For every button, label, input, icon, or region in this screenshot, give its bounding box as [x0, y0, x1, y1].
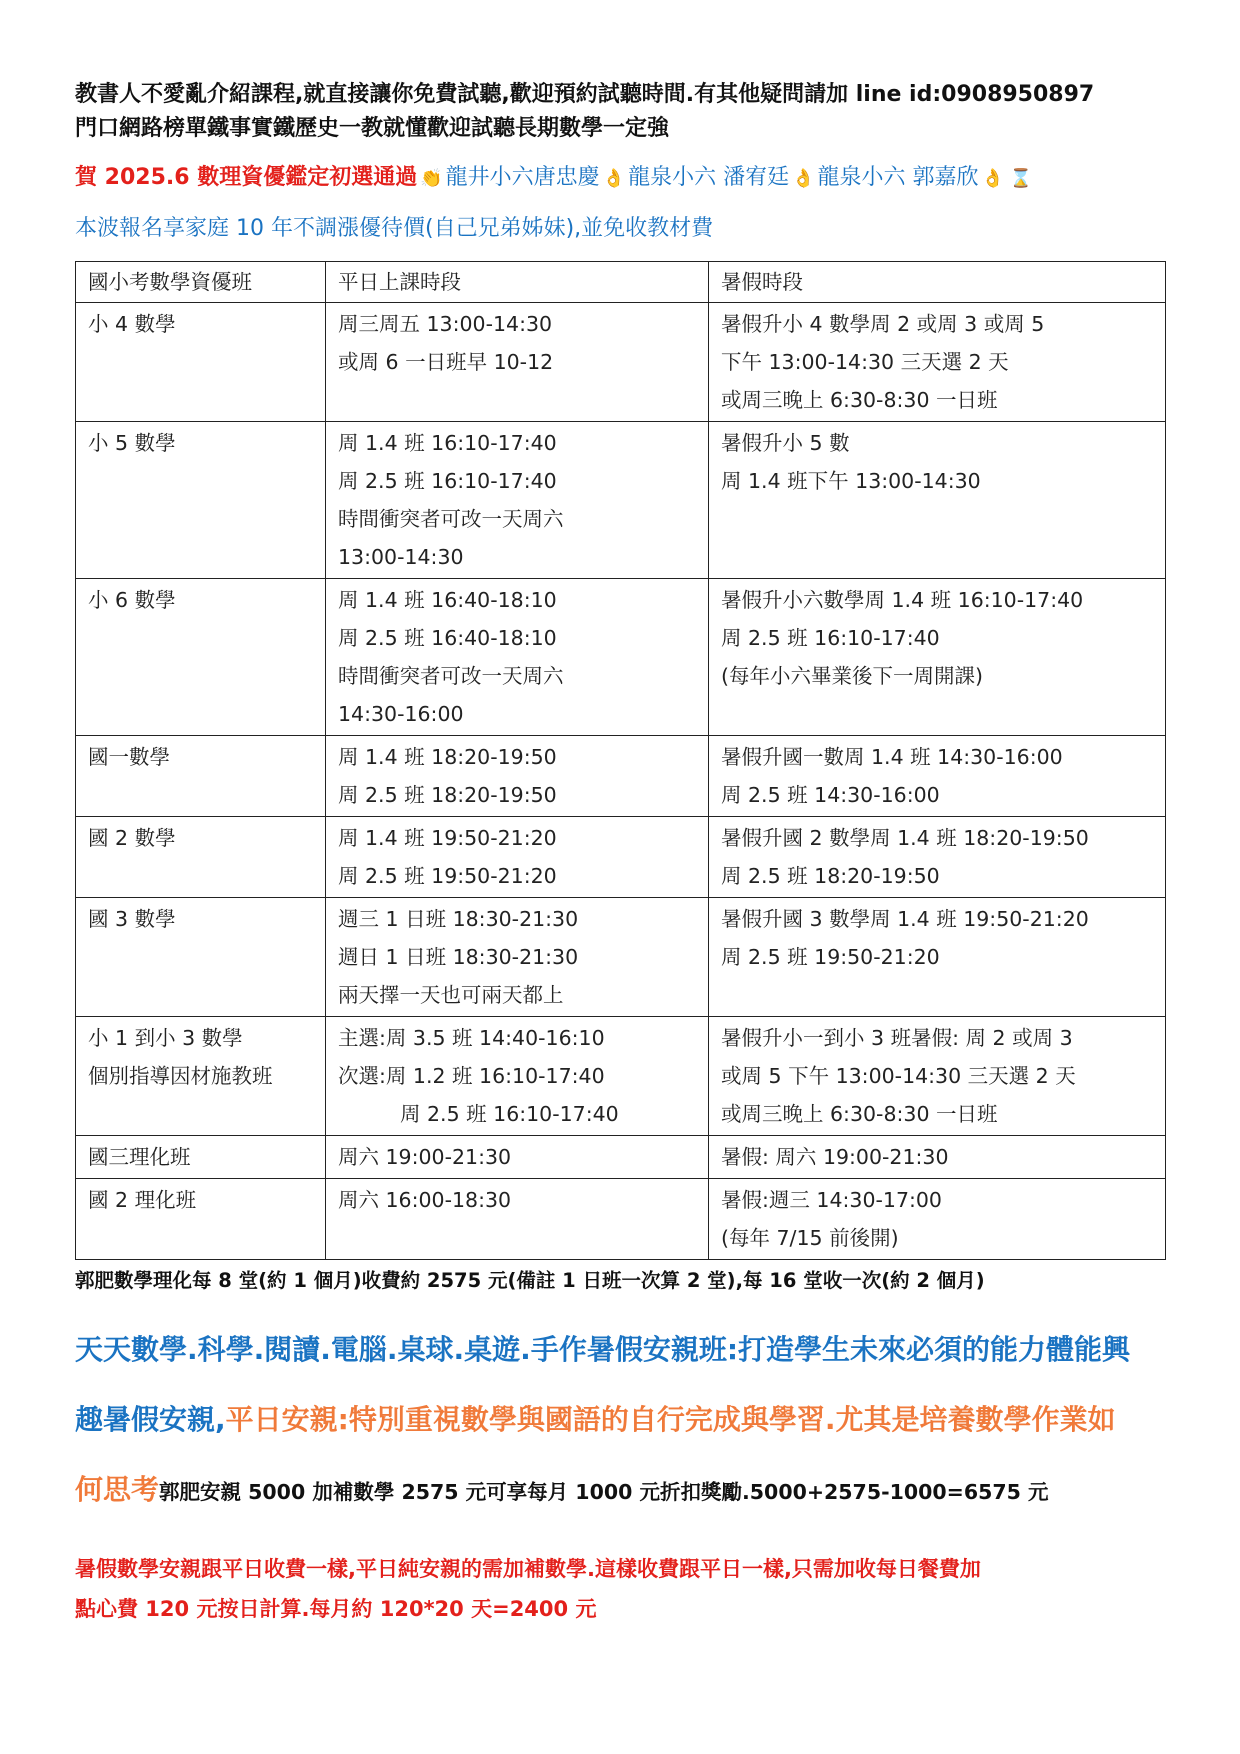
cell-line: 周 1.4 班 19:50-21:20: [338, 826, 557, 850]
course-cell: [76, 1136, 326, 1179]
weekday-time-cell: [326, 1179, 709, 1260]
cell-line: 下午 13:00-14:30 三天選 2 天: [721, 350, 1009, 374]
weekday-time-cell: [326, 736, 709, 817]
cell-line: 或周三晚上 6:30-8:30 一日班: [721, 388, 998, 412]
offer-line: 本波報名享家庭 10 年不調漲優待價(自己兄弟姊妹),並免收教材費: [75, 216, 714, 241]
cell-line: 暑假升小一到小 3 班暑假: 周 2 或周 3: [721, 1026, 1073, 1050]
column-header: 平日上課時段: [326, 262, 709, 303]
summer-note-line-2: 點心費 120 元按日計算.每月約 120*20 天=2400 元: [75, 1597, 597, 1621]
weekday-time-cell: [326, 422, 709, 579]
hourglass-icon: ⌛: [1009, 168, 1033, 189]
cell-line: 小 5 數學: [88, 431, 176, 455]
fee-note: 郭肥數學理化每 8 堂(約 1 個月)收費約 2575 元(備註 1 日班一次算 2 堂),每 16 堂收一次(約 2 個月): [75, 1269, 985, 1292]
cell-line: 周 1.4 班 18:20-19:50: [338, 745, 557, 769]
congrats-prefix: 賀 2025.6 數理資優鑑定初選通過: [75, 165, 418, 190]
cell-line: 周 1.4 班下午 13:00-14:30: [721, 469, 981, 493]
cell-line: 周 2.5 班 16:10-17:40: [721, 626, 940, 650]
daycare-summer-tail: 趣暑假安親,: [75, 1403, 226, 1436]
schedule-table: [75, 261, 1166, 1260]
cell-line: 或周 6 一日班早 10-12: [338, 350, 554, 374]
weekday-time-cell: [326, 1017, 709, 1136]
daycare-line-1: 天天數學.科學.閱讀.電腦.桌球.桌遊.手作暑假安親班:打造學生未來必須的能力體能興: [75, 1333, 1131, 1366]
cell-line: 13:00-14:30: [338, 545, 464, 569]
summer-note-line-1: 暑假數學安親跟平日收費一樣,平日純安親的需加補數學.這樣收費跟平日一樣,只需加收每日餐費加: [75, 1557, 981, 1581]
cell-line: 暑假: 周六 19:00-21:30: [721, 1145, 949, 1169]
table-row: [76, 303, 1166, 422]
cell-line: 暑假:週三 14:30-17:00: [721, 1188, 942, 1212]
cell-line: 周 2.5 班 16:10-17:40: [400, 1102, 619, 1126]
cell-line: 14:30-16:00: [338, 702, 464, 726]
table-row: [76, 1179, 1166, 1260]
weekday-time-cell: [326, 579, 709, 736]
course-cell: [76, 817, 326, 898]
cell-line: 小 1 到小 3 數學: [88, 1026, 243, 1050]
weekday-time-cell: [326, 817, 709, 898]
summer-note: [75, 1549, 1170, 1629]
course-cell: [76, 1179, 326, 1260]
cell-line: 小 6 數學: [88, 588, 176, 612]
daycare-price-note: 郭肥安親 5000 加補數學 2575 元可享每月 1000 元折扣獎勵.5000+2575-1000=6575 元: [159, 1480, 1049, 1504]
cell-line: 兩天擇一天也可兩天都上: [338, 983, 564, 1007]
summer-time-cell: [709, 303, 1166, 422]
table-row: [76, 422, 1166, 579]
daycare-line-2: [75, 1385, 1170, 1455]
cell-line: 國 2 數學: [88, 826, 176, 850]
clapping-hands-icon: 👏: [420, 168, 443, 189]
table-header-row: [76, 262, 1166, 303]
cell-line: 國 2 理化班: [88, 1188, 197, 1212]
table-row: [76, 736, 1166, 817]
ok-hand-icon: 👌: [602, 168, 626, 189]
intro-line-2: 門口網路榜單鐵事實鐵歷史一教就懂歡迎試聽長期數學一定強: [75, 116, 670, 141]
daycare-weekday-tail: 何思考: [75, 1473, 160, 1506]
summer-time-cell: [709, 422, 1166, 579]
cell-line: (每年小六畢業後下一周開課): [721, 664, 983, 688]
cell-line: 周 2.5 班 19:50-21:20: [721, 945, 940, 969]
ok-hand-icon: 👌: [981, 168, 1004, 189]
cell-line: 暑假升國 2 數學周 1.4 班 18:20-19:50: [721, 826, 1089, 850]
daycare-promo: [75, 1315, 1170, 1527]
course-cell: [76, 736, 326, 817]
cell-line: 暑假升國 3 數學周 1.4 班 19:50-21:20: [721, 907, 1089, 931]
congrats-line: [75, 162, 1170, 195]
summer-time-cell: [709, 579, 1166, 736]
cell-line: 周三周五 13:00-14:30: [338, 312, 553, 336]
weekday-time-cell: [326, 898, 709, 1017]
summer-time-cell: [709, 817, 1166, 898]
cell-line: 個別指導因材施教班: [88, 1064, 273, 1088]
course-cell: [76, 1017, 326, 1136]
cell-line: 周 2.5 班 18:20-19:50: [721, 864, 940, 888]
cell-line: 或周 5 下午 13:00-14:30 三天選 2 天: [721, 1064, 1076, 1088]
student-name: 龍泉小六 郭嘉欣: [817, 165, 979, 190]
course-cell: [76, 898, 326, 1017]
weekday-time-cell: [326, 1136, 709, 1179]
table-row: [76, 1017, 1166, 1136]
student-name: 龍井小六唐忠慶: [445, 165, 600, 190]
daycare-line-3: [75, 1455, 1170, 1527]
cell-line: 週三 1 日班 18:30-21:30: [338, 907, 579, 931]
cell-line: 暑假升國一數周 1.4 班 14:30-16:00: [721, 745, 1063, 769]
intro-line-1: 教書人不愛亂介紹課程,就直接讓你免費試聽,歡迎預約試聽時間.有其他疑問請加 line id:0908950897: [75, 82, 1095, 107]
cell-line: 週日 1 日班 18:30-21:30: [338, 945, 579, 969]
cell-line: 小 4 數學: [88, 312, 176, 336]
course-cell: [76, 303, 326, 422]
cell-line: 暑假升小 4 數學周 2 或周 3 或周 5: [721, 312, 1045, 336]
cell-line: 周 2.5 班 19:50-21:20: [338, 864, 557, 888]
cell-line: 周 2.5 班 16:40-18:10: [338, 626, 557, 650]
summer-time-cell: [709, 1136, 1166, 1179]
weekday-time-cell: [326, 303, 709, 422]
summer-time-cell: [709, 1017, 1166, 1136]
cell-line: 暑假升小 5 數: [721, 431, 850, 455]
course-cell: [76, 579, 326, 736]
cell-line: 周 1.4 班 16:10-17:40: [338, 431, 557, 455]
cell-line: 周 2.5 班 18:20-19:50: [338, 783, 557, 807]
cell-line: 主選:周 3.5 班 14:40-16:10: [338, 1026, 605, 1050]
table-row: [76, 579, 1166, 736]
summer-time-cell: [709, 1179, 1166, 1260]
summer-time-cell: [709, 736, 1166, 817]
cell-line: 周 2.5 班 14:30-16:00: [721, 783, 940, 807]
summer-time-cell: [709, 898, 1166, 1017]
course-cell: [76, 422, 326, 579]
table-row: [76, 898, 1166, 1017]
table-row: [76, 817, 1166, 898]
daycare-weekday-text: 平日安親:特別重視數學與國語的自行完成與學習.尤其是培養數學作業如: [225, 1403, 1116, 1436]
cell-line: 時間衝突者可改一天周六: [338, 664, 564, 688]
cell-line: 周 1.4 班 16:40-18:10: [338, 588, 557, 612]
cell-line: 周六 16:00-18:30: [338, 1188, 512, 1212]
student-name: 龍泉小六 潘宥廷: [628, 165, 790, 190]
table-row: [76, 1136, 1166, 1179]
cell-line: 國三理化班: [88, 1145, 191, 1169]
page: [75, 78, 1170, 1629]
cell-line: 時間衝突者可改一天周六: [338, 507, 564, 531]
cell-line: 次選:周 1.2 班 16:10-17:40: [338, 1064, 605, 1088]
cell-line: 周六 19:00-21:30: [338, 1145, 512, 1169]
cell-line: 或周三晚上 6:30-8:30 一日班: [721, 1102, 998, 1126]
ok-hand-icon: 👌: [792, 168, 815, 189]
cell-line: 國 3 數學: [88, 907, 176, 931]
column-header: 國小考數學資優班: [76, 262, 326, 303]
cell-line: 暑假升小六數學周 1.4 班 16:10-17:40: [721, 588, 1084, 612]
intro: [75, 78, 1170, 146]
cell-line: (每年 7/15 前後開): [721, 1226, 899, 1250]
column-header: 暑假時段: [709, 262, 1166, 303]
cell-line: 國一數學: [88, 745, 170, 769]
cell-line: 周 2.5 班 16:10-17:40: [338, 469, 557, 493]
